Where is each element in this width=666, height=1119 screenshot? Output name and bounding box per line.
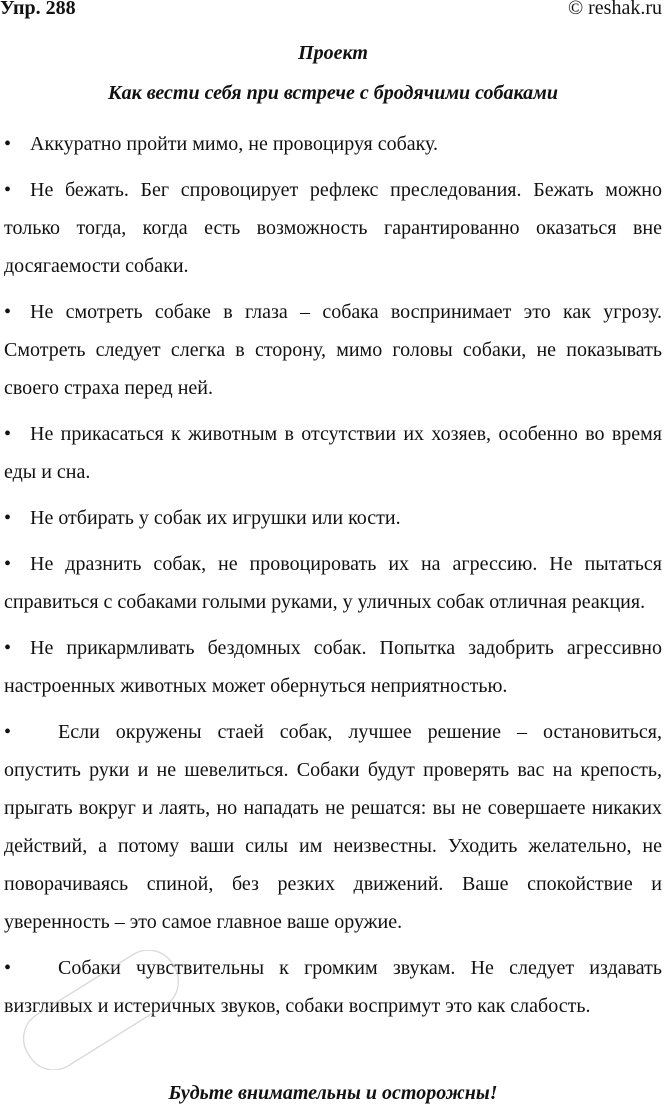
list-item [4, 171, 662, 285]
list-item-text: Не отбирать у собак их игрушки или кости. [30, 507, 401, 529]
list-item-text: Собаки чувствительны к громким звукам. Не следует издавать визгливых и истеричных звуков, собаки воспримут это как слабость. [4, 957, 662, 1017]
list-item [4, 293, 662, 407]
bullet-icon: • [4, 637, 12, 659]
page-header [0, 0, 666, 24]
bullet-list [4, 125, 662, 1033]
list-item-text: Если окружены стаей собак, лучшее решение – остановиться, опустить руки и не шевелиться. Собаки будут проверять вас на крепость, прыгать вокруг и лаять, но нападать не решатся: вы не совершаете никаких действий, а потому ваши силы им неизвестны. Уходить желательно, не поворачиваясь спиной, без резких движений. Ваше спокойствие и уверенность – это самое главное ваше оружие. [4, 721, 662, 933]
bullet-icon: • [4, 179, 12, 201]
document-subtitle: Как вести себя при встрече с бродячими собаками [108, 82, 558, 104]
bullet-icon: • [4, 301, 12, 323]
closing-note: Будьте внимательны и осторожны! [168, 1082, 498, 1104]
bullet-icon: • [4, 721, 12, 743]
list-item-text: Не прикасаться к животным в отсутствии их хозяев, особенно во время еды и сна. [4, 423, 662, 483]
list-item-text: Не смотреть собаке в глаза – собака воспринимает это как угрозу. Смотреть следует слегка в сторону, мимо головы собаки, не показывать своего страха перед ней. [4, 301, 662, 399]
list-item [4, 713, 662, 941]
document-title: Проект [298, 42, 368, 64]
list-item [4, 499, 662, 537]
bullet-icon: • [4, 133, 12, 155]
list-item-text: Не бежать. Бег спровоцирует рефлекс преследования. Бежать можно только тогда, когда есть возможность гарантированно оказаться вне досягаемости собаки. [4, 179, 662, 277]
list-item [4, 415, 662, 491]
list-item-text: Не прикармливать бездомных собак. Попытка задобрить агрессивно настроенных животных может обернуться неприятностью. [4, 637, 662, 697]
list-item [4, 545, 662, 621]
list-item [4, 125, 662, 163]
list-item [4, 949, 662, 1025]
list-item-text: Не дразнить собак, не провоцировать их на агрессию. Не пытаться справиться с собаками голыми руками, у уличных собак отличная реакция. [4, 553, 662, 613]
bullet-icon: • [4, 957, 12, 979]
bullet-icon: • [4, 507, 12, 529]
list-item [4, 629, 662, 705]
site-credit: © reshak.ru [567, 0, 662, 19]
bullet-icon: • [4, 423, 12, 445]
exercise-number: Упр. 288 [0, 0, 76, 19]
bullet-icon: • [4, 553, 12, 575]
list-item-text: Аккуратно пройти мимо, не провоцируя собаку. [30, 133, 439, 155]
